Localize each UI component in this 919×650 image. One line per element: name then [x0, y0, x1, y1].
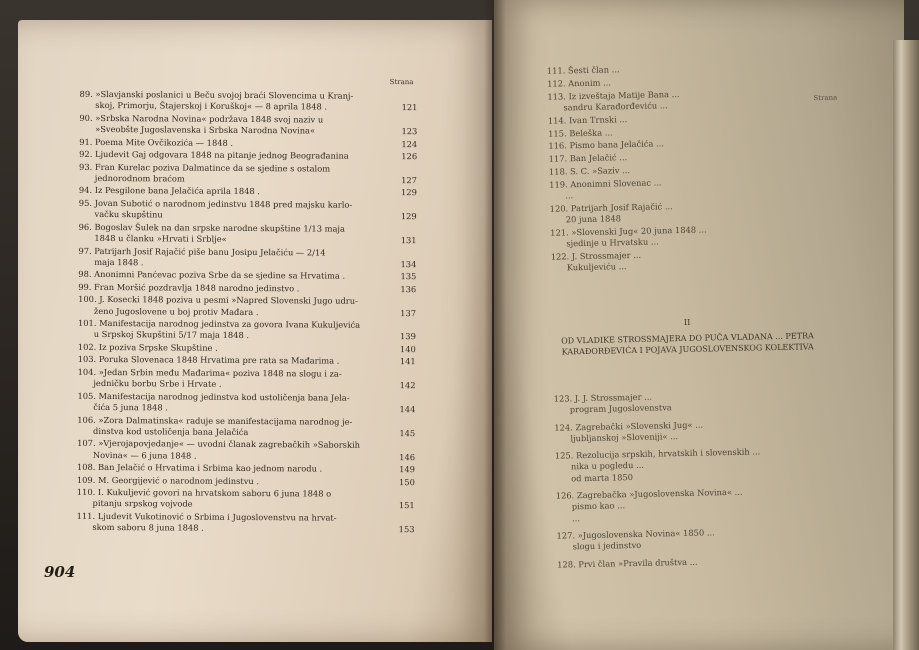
- toc-entry: [557, 554, 815, 571]
- toc-entry-title: 93. Fran Kurelac poziva Dalmatince da se sjedine s ostalom jednorodnom braćom: [78, 161, 331, 184]
- toc-entry: [554, 417, 812, 445]
- toc-entry-page: 149: [399, 464, 415, 475]
- toc-entry-title: 123. J. J. Strossmajer ... program Jugoslovenstva: [553, 391, 672, 415]
- toc-entry-title: 102. Iz poziva Srpske Skupštine .: [77, 341, 218, 353]
- toc-entry-page: 139: [400, 331, 416, 342]
- toc-entry: [79, 185, 417, 199]
- toc-entry: [78, 269, 416, 283]
- book-gutter: [484, 0, 506, 650]
- toc-entry-page: 141: [399, 356, 416, 367]
- toc-entry-title: 113. Iz izveštaja Matije Bana ... sandru Karađorđeviću ...: [547, 88, 680, 113]
- toc-entry-title: 107. »Vjerojapovjedanje« — uvodni članak zagrebačkih »Saborskih Novina« — 6 juna 1848 .: [77, 438, 361, 461]
- toc-entry-title: 108. Ban Jelačić o Hrvatima i Srbima kao jednom narodu .: [76, 461, 323, 474]
- toc-entry-title: 106. »Zora Dalmatinska« raduje se manifestacijama narodnog je- dinstva kod ustoličenja bana Jelačića: [77, 414, 353, 437]
- toc-entry-page: 145: [399, 427, 416, 438]
- page-column-header: Strana: [389, 77, 414, 87]
- toc-entry-title: 124. Zagrebački »Slovenski Jug« ... ljubljanskoj »Sloveniji« ...: [554, 419, 704, 444]
- toc-entry-title: 127. »Jugoslovenska Novina« 1850 ... slogu i jedinstvo: [556, 527, 715, 552]
- toc-entry-page: 134: [400, 258, 417, 269]
- toc-entry-title: 111. Šesti član ...: [546, 64, 623, 76]
- toc-entry: [556, 485, 815, 524]
- toc-entry: [77, 487, 415, 512]
- toc-entry: [79, 222, 417, 247]
- toc-entry-title: 89. »Slavjanski poslanici u Beču svojoj braći Slovencima u Kranj- skoj, Primorju, Štajerskoj i Koruškoj« — 8 aprila 1848 .: [79, 88, 354, 112]
- toc-entry-title: 121. »Slovenski Jug« 20 juna 1848 ... sjedinje u Hrvatsku ...: [550, 224, 707, 249]
- toc-entry-title: 99. Fran Moršić pozdravlja 1848 narodno jedinstvo .: [78, 281, 300, 294]
- toc-entry-page: 131: [400, 235, 417, 246]
- toc-entry-title: 103. Poruka Slovenaca 1848 Hrvatima pre rata sa Mađarima .: [77, 354, 340, 367]
- right-column-header: Strana: [813, 93, 838, 103]
- toc-entry-page: 127: [401, 174, 418, 186]
- toc-entry: [78, 342, 416, 356]
- toc-entry-page: 151: [398, 500, 415, 511]
- toc-entry-title: 94. Iz Pesgilone bana Jelačića aprila 1848 .: [78, 185, 260, 197]
- section-title: OD VLADIKE STROSSMAJERA DO PUČA VLADANA ... PETRA KARAĐORĐEVIĆA I POJAVA JUGOSLOVENSKOG KOLEKTIVA: [561, 331, 814, 357]
- toc-entry: [77, 511, 415, 536]
- toc-entry: [555, 445, 814, 484]
- toc-entry-page: 129: [401, 187, 417, 198]
- section-numeral: II: [683, 317, 691, 327]
- toc-entry: [78, 367, 416, 392]
- toc-entry: [550, 222, 808, 250]
- toc-entry-title: 120. Patrijarh Josif Rajačić ... 20 juna 1848: [549, 200, 673, 225]
- toc-entry-page: 142: [399, 380, 416, 391]
- page-stack-edge: [893, 40, 919, 650]
- toc-entry: [79, 89, 417, 114]
- toc-entry-title: 100. J. Kosecki 1848 poziva u pesmi »Napred Slovenski Jugo udru- ženo Jugoslovene u boj protiv Mađara .: [78, 294, 358, 317]
- toc-entry-title: 101. Manifestacija narodnog jedinstva za govora Ivana Kukuljevića u Srpskoj Skupštini 5/17 maja 1848 .: [77, 317, 361, 341]
- toc-entry: [79, 161, 417, 186]
- toc-entry: [78, 318, 416, 343]
- toc-entry-title: 119. Anonimni Slovenac ... ...: [549, 177, 662, 201]
- toc-entry-title: 105. Manifestacija narodnog jedinstva kod ustoličenja bana Jela- čića 5 juna 1848 .: [77, 390, 350, 413]
- toc-entry: [549, 174, 807, 202]
- toc-entry-title: 96. Bogoslav Šulek na dan srpske narodne skupštine 1/13 maja 1848 u članku »Hrvati i Srblje«: [78, 221, 346, 244]
- toc-entry-page: 121: [401, 102, 418, 113]
- toc-entry: [79, 149, 417, 163]
- toc-entry-page: 124: [401, 138, 418, 149]
- toc-entry-page: 144: [399, 404, 416, 415]
- toc-entry-page: 146: [399, 451, 416, 462]
- toc-entry-title: 95. Jovan Subotić o narodnom jedinstvu 1848 pred majsku karlo- vačku skupštinu: [78, 197, 353, 220]
- toc-entry-page: 135: [400, 271, 417, 282]
- toc-entry-title: 92. Ljudevit Gaj odgovara 1848 na pitanje jednog Beograđanina: [79, 148, 349, 161]
- toc-entry-page: 153: [398, 524, 415, 535]
- toc-entry-title: 117. Ban Jelačić ...: [548, 152, 628, 164]
- toc-entry-page: 129: [400, 211, 417, 222]
- toc-entry: [79, 198, 417, 223]
- toc-entry-title: 114. Ivan Trnski ...: [547, 113, 628, 126]
- toc-entry-page: 126: [401, 151, 418, 162]
- toc-entry-title: 90. »Srbska Narodna Novina« podržava 1848 svoj naziv u »Sveobšte Jugoslavenska i Srbska Narodna Novina«: [79, 112, 324, 136]
- toc-entry-title: 112. Anonim ...: [547, 77, 614, 89]
- toc-entry: [78, 354, 416, 368]
- toc-entry-title: 125. Rezolucija srpskih, hrvatskih i slovenskih ... nika u pogledu ... od marta 1850: [554, 446, 761, 484]
- toc-entry-title: 128. Prvi član »Pravila društva ...: [557, 556, 698, 570]
- toc-entry: [77, 438, 415, 463]
- toc-entry-title: 122. J. Strossmajer ... Kukuljeviću ...: [550, 249, 642, 274]
- toc-entry-title: 104. »Jedan Srbin među Mađarima« poziva 1848 na slogu i za- jedničku borbu Srbe i Hrvate .: [77, 366, 342, 390]
- toc-entry: [77, 474, 415, 488]
- toc-entry-title: 115. Beleška ...: [548, 126, 613, 139]
- toc-entry: [79, 136, 417, 150]
- toc-entry: [554, 388, 812, 416]
- toc-entry-title: 110. I. Kukuljević govori na hrvatskom saboru 6 juna 1848 o pitanju srpskog vojvode: [76, 486, 332, 510]
- toc-entry-title: 116. Pismo bana Jelačića ...: [548, 138, 665, 152]
- toc-entry: [547, 86, 805, 114]
- toc-entry-page: 136: [400, 283, 417, 294]
- toc-entry: [77, 462, 415, 476]
- toc-entry: [551, 246, 809, 274]
- toc-entry-title: 109. M. Georgijević o narodnom jedinstvu .: [76, 474, 260, 486]
- toc-entry: [77, 414, 415, 439]
- toc-entry-title: 91. Poema Mite Ovčikozića — 1848 .: [79, 136, 234, 148]
- left-toc: [76, 59, 418, 581]
- toc-entry-page: 137: [400, 307, 417, 318]
- toc-entry: [78, 294, 416, 319]
- toc-entry-title: 98. Anonimni Panćevac poziva Srbe da se sjedine sa Hrvatima .: [78, 269, 346, 281]
- toc-entry: [78, 245, 416, 270]
- toc-entry: [78, 282, 416, 296]
- toc-entry-page: 140: [399, 343, 416, 355]
- toc-entry-title: 126. Zagrebačka »Jugoslovenska Novina« ... pismo kao ... ...: [555, 486, 743, 524]
- toc-entry: [77, 391, 415, 416]
- toc-entry-title: 111. Ljudevit Vukotinović o Srbima i Jugoslovenstvu na hrvat- skom saboru 8 juna 1848 .: [76, 510, 337, 533]
- toc-entry-title: 118. S. C. »Saziv ...: [548, 164, 631, 177]
- toc-entry: [556, 525, 814, 553]
- toc-entry-page: 123: [401, 126, 418, 137]
- toc-entry: [79, 113, 417, 138]
- right-toc: [546, 52, 838, 577]
- toc-entry-page: 150: [398, 476, 415, 487]
- toc-entry: [550, 198, 808, 226]
- left-page-number: 904: [44, 563, 76, 581]
- toc-entry-title: 97. Patrijarh Josif Rajačić piše banu Josipu Jelačiću — 2/14 maja 1848 .: [78, 245, 326, 268]
